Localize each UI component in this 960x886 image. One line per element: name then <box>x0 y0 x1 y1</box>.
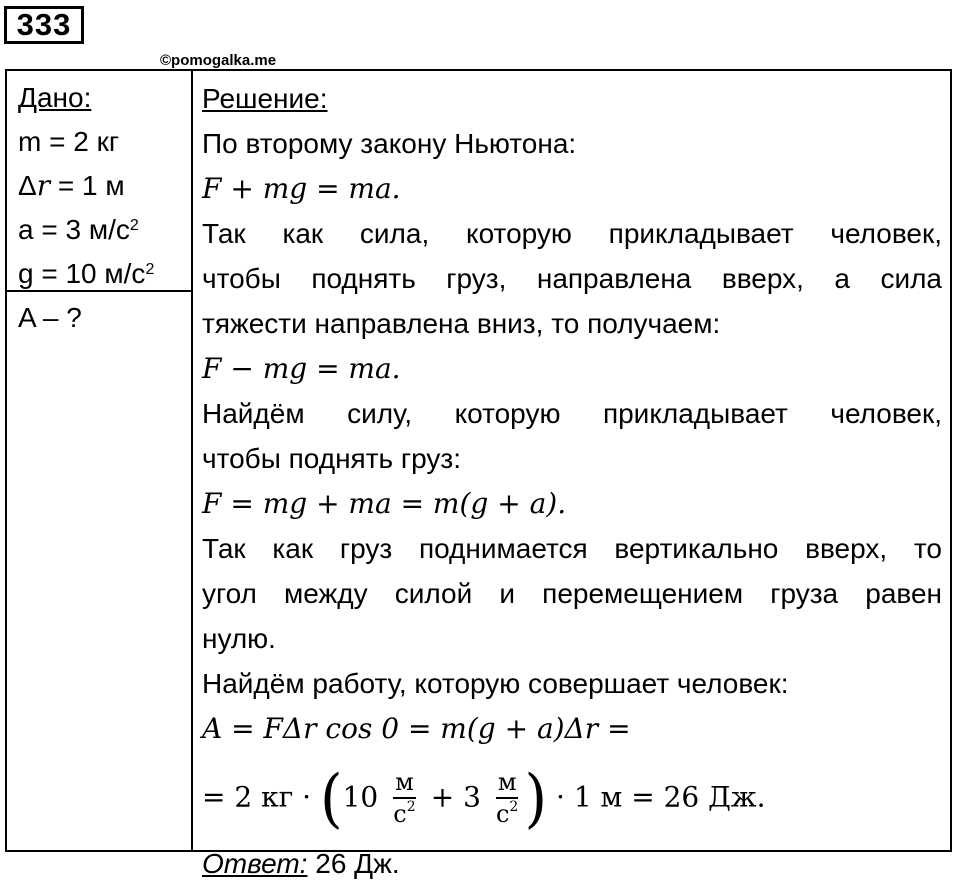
given-displacement <box>18 164 154 208</box>
fraction-exponent: 2 <box>509 798 519 815</box>
equation-work-numeric <box>202 751 942 841</box>
solution-line: Так как сила, которую прикладывает человек, <box>202 218 942 249</box>
answer-label: Ответ: <box>202 848 308 879</box>
delta-symbol: Δ <box>18 170 37 201</box>
equation-newton: F + mg = ma. <box>202 172 401 205</box>
gravity-exponent: 2 <box>145 261 155 278</box>
acceleration-value: a = 3 м/с <box>18 214 130 245</box>
fraction-denominator-text: с <box>495 799 510 828</box>
right-paren: ) <box>524 760 548 835</box>
solution-line: Найдём работу, которую совершает человек: <box>202 668 789 699</box>
fraction-m-per-s2 <box>495 767 519 828</box>
given-mass: m = 2 кг <box>18 126 120 157</box>
solution-line: чтобы поднять груз: <box>202 443 461 474</box>
acceleration-exponent: 2 <box>129 217 139 234</box>
unknown-quantity: A – ? <box>18 302 82 333</box>
fraction-denominator-text: с <box>393 799 407 828</box>
column-divider <box>191 69 193 852</box>
left-paren: ( <box>319 760 343 835</box>
formula-end: · 1 м = 26 Дж. <box>556 780 766 814</box>
given-header: Дано: <box>18 82 92 113</box>
fraction-denominator <box>393 799 416 826</box>
fraction-m-per-s2 <box>393 767 416 828</box>
watermark: ©pomogalka.me <box>160 52 277 69</box>
formula-plus: + 3 <box>430 780 481 814</box>
solution-block <box>202 76 942 886</box>
displacement-value: = 1 м <box>50 170 125 201</box>
solution-line: тяжести направлена вниз, то получаем: <box>202 308 721 339</box>
gravity-value: g = 10 м/с <box>18 258 146 289</box>
solution-line: нулю. <box>202 623 276 654</box>
given-gravity <box>18 252 154 296</box>
solution-line: Найдём силу, которую прикладывает человек, <box>202 398 942 429</box>
answer-line <box>202 841 942 886</box>
displacement-var: r <box>36 169 51 202</box>
given-acceleration <box>18 208 154 252</box>
solution-header: Решение: <box>202 83 328 114</box>
solution-line: чтобы поднять груз, направлена вверх, а сила <box>202 263 942 294</box>
solution-line: По второму закону Ньютона: <box>202 128 577 159</box>
fraction-numerator: м <box>496 770 519 799</box>
fraction-exponent: 2 <box>406 798 416 815</box>
fraction-denominator <box>496 799 519 826</box>
equation-force: F = mg + ma = m(g + a). <box>202 487 567 520</box>
problem-number: 333 <box>4 6 84 44</box>
equation-work: A = FΔr cos 0 = m(g + a)Δr = <box>202 712 631 745</box>
fraction-numerator: м <box>393 770 416 799</box>
solution-line: угол между силой и перемещением груза равен <box>202 578 942 609</box>
solution-line: Так как груз поднимается вертикально вверх, то <box>202 533 942 564</box>
answer-value: 26 Дж. <box>307 848 400 879</box>
formula-start: = 2 кг · <box>202 780 312 814</box>
formula-number: 10 <box>342 780 379 814</box>
equation-projection: F − mg = ma. <box>202 352 401 385</box>
given-block <box>18 76 154 296</box>
